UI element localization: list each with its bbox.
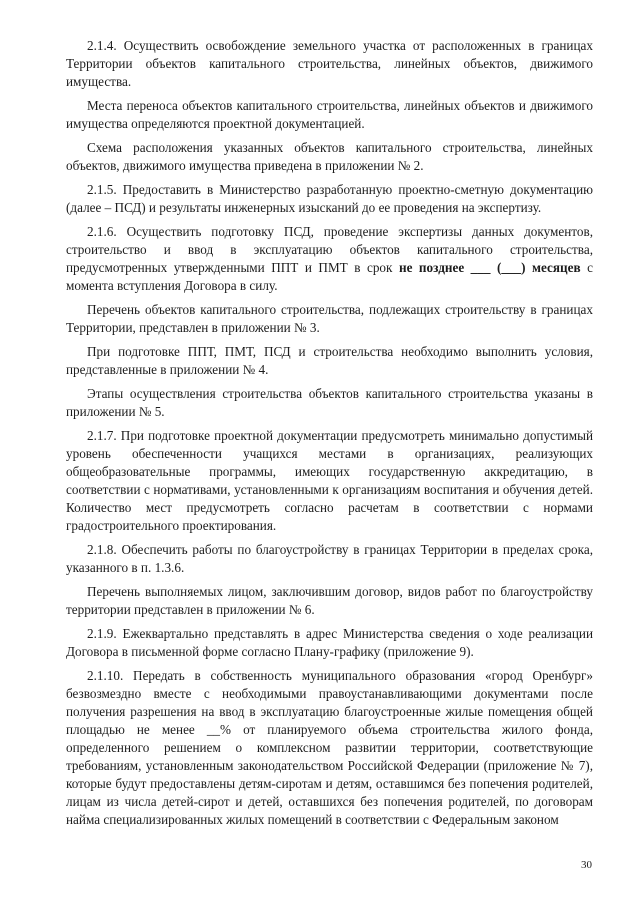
paragraph	[66, 97, 593, 133]
paragraph-text: 2.1.6. Осуществить подготовку ПСД, проведение экспертизы данных документов, строительство и ввод в эксплуатацию объектов капитального строительства, предусмотренных утвержденными ППТ и ПМТ в срок	[66, 224, 593, 275]
paragraph	[66, 583, 593, 619]
paragraph-text: с момента вступления Договора в силу.	[66, 260, 593, 293]
paragraph	[66, 625, 593, 661]
paragraph	[66, 541, 593, 577]
paragraph-text: Этапы осуществления строительства объектов капитального строительства указаны в приложении № 5.	[66, 386, 593, 419]
paragraph-text: Перечень выполняемых лицом, заключившим договор, видов работ по благоустройству территории представлен в приложении № 6.	[66, 584, 593, 617]
paragraph-text: 2.1.10. Передать в собственность муниципального образования «город Оренбург» безвозмездно вместе с необходимыми правоустанавливающими документами после получения разрешения на ввод в эксплуатацию благоустроенные жилые помещения общей площадью не менее __% от планируемого объема строительства жилого фонда, определенного решением о комплексном развитии территории, соответствующие требованиям, установленным законодательством Российской Федерации (приложение № 7), которые будут предоставлены детям-сиротам и детям, оставшимся без попечения родителей, лицам из числа детей-сирот и детей, оставшихся без попечения родителей, по договорам найма специализированных жилых помещений в соответствии с Федеральным законом	[66, 668, 593, 827]
paragraph	[66, 139, 593, 175]
bold-text: не позднее ___ (___) месяцев	[398, 260, 581, 275]
paragraph-text: Схема расположения указанных объектов капитального строительства, линейных объектов, движимого имущества приведена в приложении № 2.	[66, 140, 593, 173]
paragraph-text: Места переноса объектов капитального строительства, линейных объектов и движимого имущества определяются проектной документацией.	[66, 98, 593, 131]
paragraph	[66, 223, 593, 295]
paragraph	[66, 343, 593, 379]
paragraph-text: 2.1.7. При подготовке проектной документации предусмотреть минимально допустимый уровень обеспеченности учащихся местами в организациях, реализующих общеобразовательные программы, имеющих государственную аккредитацию, в соответствии с нормативами, установленными к организациям воспитания и обучения детей. Количество мест предусмотреть согласно расчетам в соответствии с нормами градостроительного проектирования.	[66, 428, 593, 533]
paragraph	[66, 301, 593, 337]
paragraph-text: Перечень объектов капитального строительства, подлежащих строительству в границах Территории, представлен в приложении № 3.	[66, 302, 593, 335]
paragraph-text: 2.1.8. Обеспечить работы по благоустройству в границах Территории в пределах срока, указанного в п. 1.3.6.	[66, 542, 593, 575]
paragraph-text: 2.1.9. Ежеквартально представлять в адрес Министерства сведения о ходе реализации Договора в письменной форме согласно Плану-графику (приложение 9).	[66, 626, 593, 659]
paragraph-text: При подготовке ППТ, ПМТ, ПСД и строительства необходимо выполнить условия, представленные в приложении № 4.	[66, 344, 593, 377]
paragraph-text: 2.1.5. Предоставить в Министерство разработанную проектно-сметную документацию (далее – ПСД) и результаты инженерных изысканий до ее проведения на экспертизу.	[66, 182, 593, 215]
paragraph	[66, 667, 593, 829]
paragraph	[66, 37, 593, 91]
page-number: 30	[581, 859, 592, 871]
paragraph	[66, 385, 593, 421]
paragraph	[66, 181, 593, 217]
document-body	[66, 37, 593, 829]
paragraph-text: 2.1.4. Осуществить освобождение земельного участка от расположенных в границах Территории объектов капитального строительства, линейных объектов, движимого имущества.	[66, 38, 593, 89]
paragraph	[66, 427, 593, 535]
